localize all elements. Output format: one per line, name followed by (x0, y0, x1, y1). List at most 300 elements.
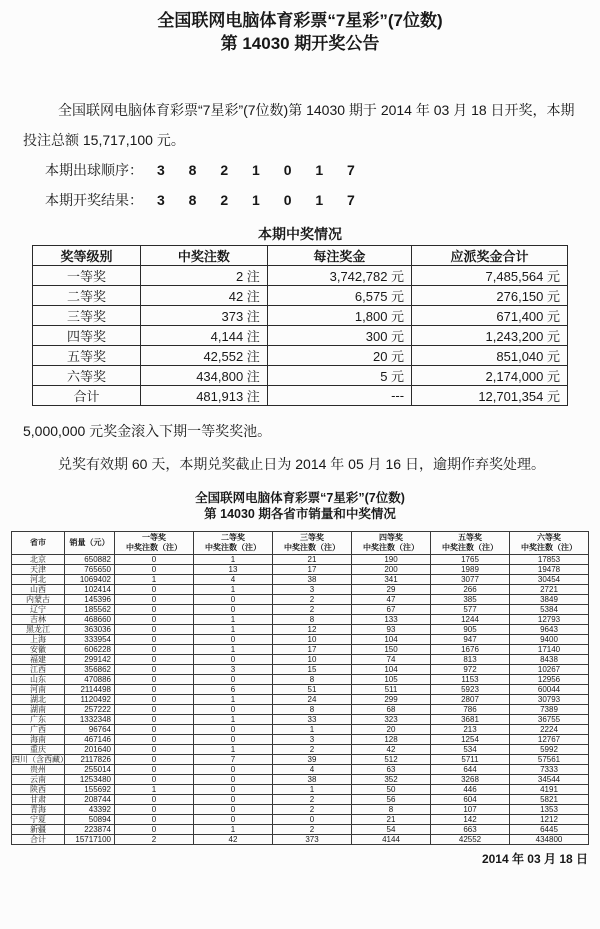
table-cell: 五等奖 (33, 346, 141, 366)
table-cell: 12793 (510, 615, 589, 625)
table-cell: 7 (194, 755, 273, 765)
table-cell: 972 (431, 665, 510, 675)
table-cell: 2 (273, 745, 352, 755)
second-prize-sub: 中奖注数（注） (205, 543, 261, 552)
table-cell: 813 (431, 655, 510, 665)
table-cell: 1765 (431, 555, 510, 565)
province-row (12, 705, 589, 715)
table-cell: 0 (273, 815, 352, 825)
table-cell: 1253480 (65, 775, 115, 785)
table-cell: 50 (352, 785, 431, 795)
table-cell: 黑龙江 (12, 625, 65, 635)
table-cell: 352 (352, 775, 431, 785)
table-cell: 145396 (65, 595, 115, 605)
table-cell: 三等奖 (33, 306, 141, 326)
table-cell: 福建 (12, 655, 65, 665)
table-cell: 2224 (510, 725, 589, 735)
table-cell: 0 (115, 685, 194, 695)
province-row (12, 665, 589, 675)
table-cell: 276,150 元 (412, 286, 568, 306)
table-cell: 20 元 (267, 346, 411, 366)
table-cell: 299142 (65, 655, 115, 665)
province-row (12, 615, 589, 625)
province-row (12, 785, 589, 795)
table-cell: 0 (194, 605, 273, 615)
table-cell: 1 (115, 785, 194, 795)
province-row (12, 595, 589, 605)
table-cell: 0 (115, 705, 194, 715)
province-row (12, 655, 589, 665)
table-cell: 102414 (65, 585, 115, 595)
table-cell: 2 (273, 795, 352, 805)
draw-result-value: 3 8 2 1 0 1 7 (157, 192, 365, 208)
table-cell: 1120492 (65, 695, 115, 705)
table-cell: 12767 (510, 735, 589, 745)
province-row (12, 555, 589, 565)
table-cell: 0 (115, 595, 194, 605)
doc-title-line1: 全国联网电脑体育彩票“7星彩”(7位数) (157, 11, 443, 30)
table-cell: 467146 (65, 735, 115, 745)
table-cell: 1 (194, 645, 273, 655)
table-cell: 2721 (510, 585, 589, 595)
province-row (12, 635, 589, 645)
table-cell: 650882 (65, 555, 115, 565)
table-cell: 1212 (510, 815, 589, 825)
table-cell: 0 (194, 655, 273, 665)
table-cell: 4 (194, 575, 273, 585)
table-cell: 新疆 (12, 825, 65, 835)
draw-order-line (45, 155, 577, 185)
table-cell: 133 (352, 615, 431, 625)
table-cell: 6445 (510, 825, 589, 835)
table-cell: 二等奖 (33, 286, 141, 306)
table-cell: 0 (194, 765, 273, 775)
draw-result-line (45, 185, 577, 215)
table-cell: 0 (115, 655, 194, 665)
table-cell: 5992 (510, 745, 589, 755)
table-cell: 1,243,200 元 (412, 326, 568, 346)
table-cell: 0 (194, 815, 273, 825)
table-cell: 604 (431, 795, 510, 805)
prize-col-header-count: 中奖注数 (141, 246, 268, 266)
prize-row (33, 326, 568, 346)
table-cell: 重庆 (12, 745, 65, 755)
table-cell: 255014 (65, 765, 115, 775)
notes-section (23, 416, 577, 479)
table-cell: 1 (194, 745, 273, 755)
province-row (12, 765, 589, 775)
doc-title (0, 0, 600, 55)
table-cell: 42552 (431, 835, 510, 845)
table-cell: 1 (194, 715, 273, 725)
table-cell: 2 (273, 805, 352, 815)
table-cell: 19478 (510, 565, 589, 575)
prize-table-header-row (33, 246, 568, 266)
table-cell: 1 (273, 725, 352, 735)
table-cell: 3681 (431, 715, 510, 725)
table-cell: 30454 (510, 575, 589, 585)
table-cell: 36755 (510, 715, 589, 725)
table-cell: 1989 (431, 565, 510, 575)
intro-paragraph: 全国联网电脑体育彩票“7星彩”(7位数)第 14030 期于 2014 年 03 月 18 日开奖，本期投注总额 15,717,100 元。 (23, 102, 575, 148)
table-cell: 1 (194, 625, 273, 635)
table-cell: 606228 (65, 645, 115, 655)
table-cell: 51 (273, 685, 352, 695)
sales-title-line2: 第 14030 期各省市销量和中奖情况 (204, 507, 396, 521)
table-cell: 3268 (431, 775, 510, 785)
province-row (12, 675, 589, 685)
table-cell: 北京 (12, 555, 65, 565)
table-cell: 47 (352, 595, 431, 605)
sales-col-header-province: 省市 (12, 532, 65, 555)
prize-col-header-per-bet: 每注奖金 (267, 246, 411, 266)
intro-section (23, 95, 577, 215)
table-cell: 3849 (510, 595, 589, 605)
prize-row (33, 306, 568, 326)
table-cell: 39 (273, 755, 352, 765)
prize-table (32, 245, 568, 406)
doc-title-line2: 第 14030 期开奖公告 (220, 34, 380, 53)
table-cell: 0 (115, 585, 194, 595)
table-cell: 0 (115, 635, 194, 645)
table-cell: 江西 (12, 665, 65, 675)
second-prize-name: 二等奖 (221, 533, 245, 542)
table-cell: 104 (352, 665, 431, 675)
table-cell: 142 (431, 815, 510, 825)
table-cell: 1153 (431, 675, 510, 685)
table-cell: 0 (194, 735, 273, 745)
table-cell: 42 (194, 835, 273, 845)
table-cell: 6 (194, 685, 273, 695)
fourth-prize-sub: 中奖注数（注） (363, 543, 419, 552)
table-cell: 17853 (510, 555, 589, 565)
sales-col-header-fourth-prize (352, 532, 431, 555)
province-row (12, 755, 589, 765)
sales-table (11, 531, 589, 845)
province-row (12, 775, 589, 785)
table-cell: 201640 (65, 745, 115, 755)
table-cell: 481,913 注 (141, 386, 268, 406)
fifth-prize-sub: 中奖注数（注） (442, 543, 498, 552)
table-cell: 河南 (12, 685, 65, 695)
table-cell: 1676 (431, 645, 510, 655)
table-cell: 257222 (65, 705, 115, 715)
sales-table-header-row (12, 532, 589, 555)
table-cell: 2 (115, 835, 194, 845)
province-row (12, 685, 589, 695)
table-cell: 38 (273, 575, 352, 585)
table-cell: 0 (115, 555, 194, 565)
table-cell: 511 (352, 685, 431, 695)
table-cell: 765650 (65, 565, 115, 575)
table-cell: 63 (352, 765, 431, 775)
province-row (12, 645, 589, 655)
table-cell: 470886 (65, 675, 115, 685)
province-row (12, 625, 589, 635)
table-cell: 0 (115, 605, 194, 615)
province-row (12, 815, 589, 825)
draw-order-label: 本期出球顺序： (45, 162, 143, 178)
table-cell: 5923 (431, 685, 510, 695)
table-cell: 644 (431, 765, 510, 775)
table-cell: 341 (352, 575, 431, 585)
table-cell: 六等奖 (33, 366, 141, 386)
table-cell: 93 (352, 625, 431, 635)
table-cell: 7389 (510, 705, 589, 715)
table-cell: 3 (194, 665, 273, 675)
table-cell: 356862 (65, 665, 115, 675)
table-cell: 1069402 (65, 575, 115, 585)
sales-col-header-sixth-prize (510, 532, 589, 555)
table-cell: 1 (115, 575, 194, 585)
table-cell: 吉林 (12, 615, 65, 625)
table-cell: 1 (194, 555, 273, 565)
table-cell: 0 (115, 795, 194, 805)
table-cell: 0 (115, 725, 194, 735)
province-row (12, 745, 589, 755)
table-cell: 8438 (510, 655, 589, 665)
sixth-prize-name: 六等奖 (537, 533, 561, 542)
sixth-prize-sub: 中奖注数（注） (521, 543, 577, 552)
table-cell: 534 (431, 745, 510, 755)
table-cell: 0 (115, 805, 194, 815)
table-cell: 山西 (12, 585, 65, 595)
table-cell: 13 (194, 565, 273, 575)
table-cell: 0 (194, 775, 273, 785)
table-cell: 208744 (65, 795, 115, 805)
table-cell: 河北 (12, 575, 65, 585)
table-cell: 104 (352, 635, 431, 645)
table-cell: 185562 (65, 605, 115, 615)
table-cell: 12 (273, 625, 352, 635)
table-cell: 广西 (12, 725, 65, 735)
issue-date: 2014 年 03 月 18 日 (481, 852, 588, 866)
table-cell: 373 注 (141, 306, 268, 326)
table-cell: 0 (115, 715, 194, 725)
draw-order-value: 3 8 2 1 0 1 7 (157, 162, 365, 178)
province-row (12, 725, 589, 735)
table-cell: 155692 (65, 785, 115, 795)
table-cell: 3 (273, 585, 352, 595)
sales-col-header-second-prize (194, 532, 273, 555)
table-cell: 105 (352, 675, 431, 685)
table-cell: 15717100 (65, 835, 115, 845)
table-cell: 434800 (510, 835, 589, 845)
table-cell: 1 (194, 825, 273, 835)
table-cell: 1 (194, 695, 273, 705)
table-cell: 223874 (65, 825, 115, 835)
table-cell: 5384 (510, 605, 589, 615)
table-cell: 甘肃 (12, 795, 65, 805)
table-cell: 947 (431, 635, 510, 645)
table-cell: 1,800 元 (267, 306, 411, 326)
table-cell: 3077 (431, 575, 510, 585)
table-cell: 266 (431, 585, 510, 595)
table-cell: 17 (273, 565, 352, 575)
prize-row (33, 386, 568, 406)
table-cell: 671,400 元 (412, 306, 568, 326)
prize-row (33, 266, 568, 286)
table-cell: 54 (352, 825, 431, 835)
table-cell: 4144 (352, 835, 431, 845)
table-cell: 1353 (510, 805, 589, 815)
table-cell: 42 (352, 745, 431, 755)
table-cell: 10 (273, 655, 352, 665)
table-cell: 21 (273, 555, 352, 565)
table-cell: 四川（含西藏） (12, 755, 68, 764)
table-cell: 200 (352, 565, 431, 575)
table-cell: 1332348 (65, 715, 115, 725)
table-cell: 10267 (510, 665, 589, 675)
table-cell: 0 (115, 755, 194, 765)
first-prize-name: 一等奖 (142, 533, 166, 542)
table-cell: 广东 (12, 715, 65, 725)
table-cell: 8 (273, 615, 352, 625)
table-cell: 0 (115, 815, 194, 825)
province-row (12, 605, 589, 615)
table-cell: 1254 (431, 735, 510, 745)
table-cell: 0 (194, 725, 273, 735)
table-cell: 851,040 元 (412, 346, 568, 366)
table-cell: 20 (352, 725, 431, 735)
table-cell: 6,575 元 (267, 286, 411, 306)
table-cell: 0 (115, 745, 194, 755)
table-cell: 786 (431, 705, 510, 715)
fourth-prize-name: 四等奖 (379, 533, 403, 542)
table-cell: 2807 (431, 695, 510, 705)
table-cell: --- (267, 386, 411, 406)
table-cell: 天津 (12, 565, 65, 575)
table-cell: 辽宁 (12, 605, 65, 615)
sales-section-title (0, 490, 600, 522)
table-cell: 24 (273, 695, 352, 705)
table-cell: 7,485,564 元 (412, 266, 568, 286)
table-cell: 0 (115, 625, 194, 635)
table-cell: 21 (352, 815, 431, 825)
table-cell: 2 (273, 605, 352, 615)
table-cell: 4 (273, 765, 352, 775)
third-prize-sub: 中奖注数（注） (284, 543, 340, 552)
table-cell: 内蒙古 (12, 595, 65, 605)
province-row (12, 695, 589, 705)
table-cell: 4,144 注 (141, 326, 268, 346)
table-cell: 323 (352, 715, 431, 725)
table-cell: 云南 (12, 775, 65, 785)
table-cell: 300 元 (267, 326, 411, 346)
table-cell: 合计 (33, 386, 141, 406)
prize-row (33, 286, 568, 306)
table-cell: 33 (273, 715, 352, 725)
table-cell: 363036 (65, 625, 115, 635)
province-row (12, 795, 589, 805)
table-cell: 0 (115, 565, 194, 575)
table-cell: 512 (352, 755, 431, 765)
table-cell: 9400 (510, 635, 589, 645)
table-cell: 905 (431, 625, 510, 635)
table-cell: 128 (352, 735, 431, 745)
table-cell: 上海 (12, 635, 65, 645)
table-cell: 0 (115, 735, 194, 745)
table-cell: 29 (352, 585, 431, 595)
table-cell: 山东 (12, 675, 65, 685)
table-cell: 333954 (65, 635, 115, 645)
province-row (12, 575, 589, 585)
table-cell: 5821 (510, 795, 589, 805)
table-cell: 96764 (65, 725, 115, 735)
rollover-note: 5,000,000 元奖金滚入下期一等奖奖池。 (23, 423, 272, 439)
table-cell: 0 (115, 765, 194, 775)
table-cell: 3 (273, 735, 352, 745)
draw-result-label: 本期开奖结果： (45, 192, 143, 208)
province-row (12, 825, 589, 835)
table-cell: 贵州 (12, 765, 65, 775)
table-cell: 74 (352, 655, 431, 665)
table-cell: 0 (194, 635, 273, 645)
table-cell: 7333 (510, 765, 589, 775)
table-cell: 30793 (510, 695, 589, 705)
table-cell: 1 (194, 585, 273, 595)
table-cell: 213 (431, 725, 510, 735)
table-cell: 12956 (510, 675, 589, 685)
table-cell: 0 (194, 705, 273, 715)
table-cell: 468660 (65, 615, 115, 625)
table-cell: 434,800 注 (141, 366, 268, 386)
table-cell: 190 (352, 555, 431, 565)
table-cell: 15 (273, 665, 352, 675)
table-cell: 56 (352, 795, 431, 805)
table-cell: 0 (115, 615, 194, 625)
table-cell: 10 (273, 635, 352, 645)
table-cell: 17 (273, 645, 352, 655)
table-cell: 1 (194, 615, 273, 625)
table-cell: 5 元 (267, 366, 411, 386)
table-cell: 8 (352, 805, 431, 815)
table-cell: 150 (352, 645, 431, 655)
table-cell: 0 (115, 665, 194, 675)
table-cell: 38 (273, 775, 352, 785)
table-cell: 2117826 (65, 755, 115, 765)
table-cell: 2114498 (65, 685, 115, 695)
table-cell: 8 (273, 705, 352, 715)
table-cell: 0 (115, 645, 194, 655)
prize-table-body (33, 266, 568, 406)
prize-col-header-total: 应派奖金合计 (412, 246, 568, 266)
table-cell: 60044 (510, 685, 589, 695)
table-cell: 17140 (510, 645, 589, 655)
table-cell: 合计 (12, 835, 65, 845)
table-cell: 57561 (510, 755, 589, 765)
sales-table-body (12, 555, 589, 845)
sales-col-header-sales: 销量（元） (65, 532, 115, 555)
table-cell: 宁夏 (12, 815, 65, 825)
table-cell: 0 (115, 675, 194, 685)
province-row (12, 735, 589, 745)
table-cell: 68 (352, 705, 431, 715)
table-cell: 0 (194, 595, 273, 605)
table-cell: 3,742,782 元 (267, 266, 411, 286)
table-cell: 50894 (65, 815, 115, 825)
prize-row (33, 346, 568, 366)
table-cell: 299 (352, 695, 431, 705)
table-cell: 2 注 (141, 266, 268, 286)
table-cell: 42,552 注 (141, 346, 268, 366)
table-cell: 安徽 (12, 645, 65, 655)
table-cell: 2 (273, 595, 352, 605)
table-cell: 43392 (65, 805, 115, 815)
province-row (12, 565, 589, 575)
table-cell: 海南 (12, 735, 65, 745)
table-cell: 0 (194, 795, 273, 805)
